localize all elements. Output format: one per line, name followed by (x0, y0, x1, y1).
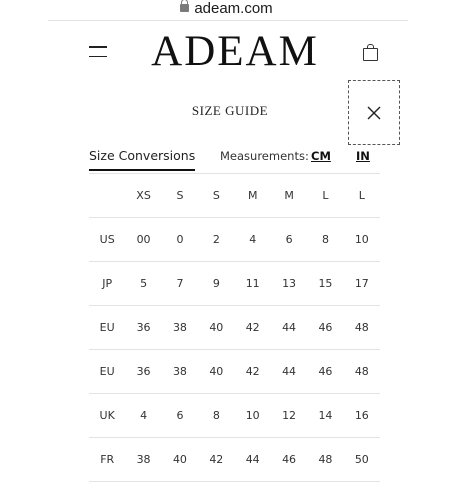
divider (48, 20, 408, 21)
size-cell: 12 (271, 394, 307, 438)
size-cell: 44 (271, 350, 307, 394)
region-label: UK (89, 394, 125, 438)
close-icon (366, 105, 382, 121)
size-cell: 46 (307, 306, 343, 350)
table-row (89, 394, 380, 438)
size-cell: 13 (271, 262, 307, 306)
table-corner (89, 174, 125, 218)
size-cell: 38 (162, 306, 198, 350)
size-cell: 40 (198, 350, 234, 394)
size-cell: 6 (271, 218, 307, 262)
size-cell: 7 (162, 262, 198, 306)
size-cell: 38 (125, 438, 161, 482)
table-row (89, 262, 380, 306)
size-cell: 10 (344, 218, 380, 262)
size-cell: 38 (162, 350, 198, 394)
table-row (89, 306, 380, 350)
size-cell: 5 (125, 262, 161, 306)
size-conversion-table (89, 173, 380, 482)
size-cell: 15 (307, 262, 343, 306)
size-cell: 14 (307, 394, 343, 438)
size-cell: 0 (162, 218, 198, 262)
region-label: FR (89, 438, 125, 482)
size-cell: 46 (307, 350, 343, 394)
size-cell: 42 (198, 438, 234, 482)
size-cell: 16 (344, 394, 380, 438)
size-cell: 48 (344, 306, 380, 350)
tab-size-conversions[interactable]: Size Conversions (89, 148, 195, 171)
size-cell: 6 (162, 394, 198, 438)
region-label: EU (89, 350, 125, 394)
size-cell: 11 (235, 262, 271, 306)
close-button[interactable] (348, 80, 400, 145)
column-header: M (271, 174, 307, 218)
table-header-row (89, 174, 380, 218)
column-header: L (344, 174, 380, 218)
size-cell: 4 (235, 218, 271, 262)
size-cell: 40 (198, 306, 234, 350)
size-cell: 46 (271, 438, 307, 482)
size-guide-tabs (89, 147, 379, 173)
region-label: EU (89, 306, 125, 350)
region-label: JP (89, 262, 125, 306)
size-cell: 48 (344, 350, 380, 394)
size-cell: 2 (198, 218, 234, 262)
size-cell: 44 (271, 306, 307, 350)
url-text: adeam.com (194, 0, 273, 17)
brand-logo[interactable]: ADEAM (151, 28, 319, 75)
size-cell: 10 (235, 394, 271, 438)
size-cell: 9 (198, 262, 234, 306)
size-cell: 17 (344, 262, 380, 306)
size-cell: 00 (125, 218, 161, 262)
column-header: S (198, 174, 234, 218)
size-cell: 36 (125, 350, 161, 394)
unit-cm-link[interactable]: CM (311, 149, 331, 163)
table-row (89, 350, 380, 394)
column-header: L (307, 174, 343, 218)
page-title: SIZE GUIDE (191, 103, 269, 118)
hamburger-menu-icon[interactable] (89, 46, 107, 60)
table-row (89, 218, 380, 262)
size-cell: 40 (162, 438, 198, 482)
size-cell: 42 (235, 306, 271, 350)
url-bar[interactable] (0, 0, 453, 22)
unit-in-link[interactable]: IN (356, 149, 370, 163)
size-cell: 36 (125, 306, 161, 350)
size-cell: 44 (235, 438, 271, 482)
region-label: US (89, 218, 125, 262)
size-cell: 42 (235, 350, 271, 394)
measurements-label: Measurements: (220, 149, 309, 163)
size-cell: 8 (198, 394, 234, 438)
table-row (89, 438, 380, 482)
size-cell: 50 (344, 438, 380, 482)
shopping-bag-icon[interactable] (363, 48, 378, 61)
size-cell: 4 (125, 394, 161, 438)
column-header: M (235, 174, 271, 218)
column-header: S (162, 174, 198, 218)
size-cell: 8 (307, 218, 343, 262)
size-cell: 48 (307, 438, 343, 482)
lock-icon (180, 4, 189, 12)
column-header: XS (125, 174, 161, 218)
